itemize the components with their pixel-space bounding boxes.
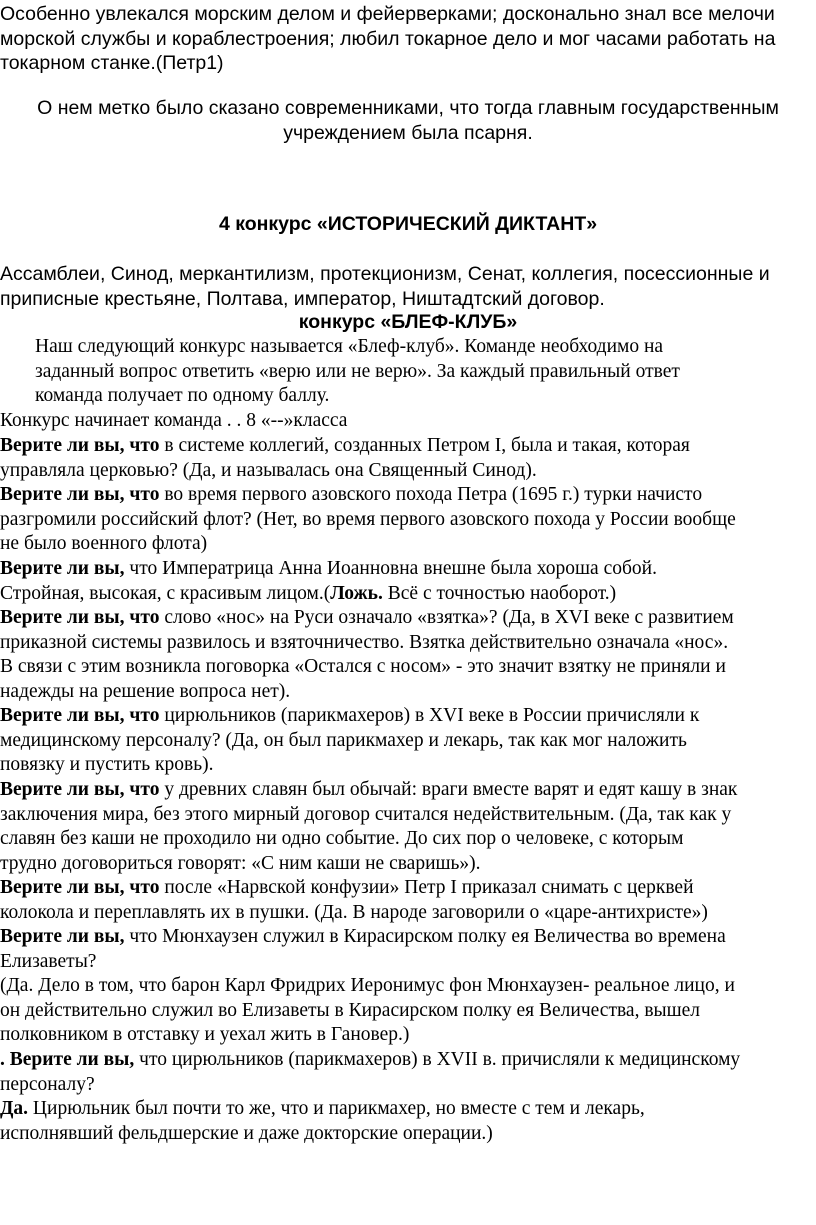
question-text: (Да. Дело в том, что барон Карл Фридрих Иеронимус фон Мюнхаузен- реальное лицо, и: [0, 975, 735, 996]
question-block: [0, 704, 816, 778]
question-text: Елизаветы?: [0, 950, 97, 972]
question-text: у древних славян был обычай: враги вместе варят и едят кашу в знак: [159, 779, 738, 800]
question-text: колокола и переплавлять их в пушки. (Да. В народе заговорили о «царе-антихристе»): [0, 901, 708, 923]
question-lead: . Верите ли вы,: [0, 1049, 135, 1070]
terms-line: приписные крестьяне, Полтава, император, Ништадтский договор.: [0, 287, 605, 310]
question-block: [0, 925, 816, 1048]
question-text: не было военного флота): [0, 533, 208, 554]
quote-paragraph: [0, 96, 816, 145]
intro-line: Особенно увлекался морским делом и фейерверками; досконально знал все мелочи: [0, 3, 775, 25]
question-lead: Верите ли вы, что: [0, 484, 160, 505]
question-lead: Верите ли вы, что: [0, 435, 160, 456]
question-text: персоналу?: [0, 1073, 95, 1095]
question-text: славян без каши не проходило ни одно событие. До сих пор о человеке, с которым: [0, 828, 684, 849]
bluff-title: конкурс «БЛЕФ-КЛУБ»: [298, 311, 518, 333]
terms-line: Ассамблеи, Синод, меркантилизм, протекционизм, Сенат, коллегия, посессионные и: [0, 263, 770, 285]
question-block: [0, 1048, 816, 1097]
question-lead: Верите ли вы, что: [0, 779, 160, 800]
quote-line: О нем метко было сказано современниками, что тогда главным государственным: [37, 97, 779, 119]
question-lead: Верите ли вы, что: [0, 705, 160, 726]
question-text: повязку и пустить кровь).: [0, 754, 214, 775]
question-text: В связи с этим возникла поговорка «Остался с носом» - это значит взятку не приняли и: [0, 656, 726, 677]
answer-lead: Да.: [0, 1098, 29, 1119]
final-answer-block: [0, 1097, 816, 1146]
question-text: разгромили российский флот? (Нет, во время первого азовского похода у России вообще: [0, 508, 736, 530]
question-block: [0, 876, 816, 925]
bluff-intro-line: команда получает по одному баллу.: [35, 385, 330, 406]
bluff-intro: [35, 335, 816, 409]
question-text: Стройная, высокая, с красивым лицом.(: [0, 582, 331, 604]
question-text: что Мюнхаузен служил в Кирасирском полку ея Величества во времена: [124, 926, 726, 947]
question-text: после «Нарвской конфузии» Петр I приказал снимать с церквей: [159, 877, 694, 898]
question-text: что цирюльников (парикмахеров) в XVII в. причисляли к медицинскому: [134, 1049, 741, 1070]
question-text: надежды на решение вопроса нет).: [0, 680, 291, 702]
answer-bold: Ложь.: [330, 582, 383, 604]
question-text: цирюльников (парикмахеров) в XVI веке в России причисляли к: [159, 705, 700, 726]
bluff-starts: Конкурс начинает команда . . 8 «--»класса: [0, 410, 348, 431]
question-lead: Верите ли вы, что: [0, 607, 160, 628]
question-block: [0, 434, 816, 483]
question-text: заключения мира, без этого мирный договор считался недействительным. (Да, так как у: [0, 803, 732, 825]
question-text: управляла церковью? (Да, и называлась она Священный Синод).: [0, 459, 537, 481]
question-text: полковником в отставку и уехал жить в Гановер.): [0, 1024, 410, 1045]
question-lead: Верите ли вы, что: [0, 877, 160, 898]
contest4-terms: [0, 262, 816, 311]
answer-text: Цирюльник был почти то же, что и парикмахер, но вместе с тем и лекарь,: [28, 1098, 645, 1119]
quote-line: учреждением была псарня.: [283, 121, 533, 144]
question-text: что Императрица Анна Иоанновна внешне была хороша собой.: [124, 558, 657, 579]
contest4-title: 4 конкурс «ИСТОРИЧЕСКИЙ ДИКТАНТ»: [218, 213, 598, 235]
question-text: приказной системы развилось и взяточничество. Взятка действительно означала «нос».: [0, 631, 729, 653]
question-text: в системе коллегий, созданных Петром I, была и такая, которая: [159, 435, 690, 456]
question-block: [0, 557, 816, 606]
question-text: Всё с точностью наоборот.): [382, 582, 617, 604]
answer-text: исполнявший фельдшерские и даже докторские операции.): [0, 1122, 493, 1144]
bluff-intro-line: Наш следующий конкурс называется «Блеф-клуб». Команде необходимо на: [35, 336, 664, 357]
question-text: он действительно служил во Елизаветы в Кирасирском полку ея Величества, вышел: [0, 999, 701, 1021]
intro-line: морской службы и кораблестроения; любил токарное дело и мог часами работать на: [0, 27, 776, 50]
question-block: [0, 778, 816, 876]
question-lead: Верите ли вы,: [0, 926, 125, 947]
intro-line: токарном станке.(Петр1): [0, 52, 224, 74]
question-lead: Верите ли вы,: [0, 558, 125, 579]
question-text: трудно договориться говорят: «С ним каши не сваришь»).: [0, 852, 481, 874]
question-text: во время первого азовского похода Петра (1695 г.) турки начисто: [159, 484, 703, 505]
bluff-intro-line: заданный вопрос ответить «верю или не верю». За каждый правильный ответ: [35, 360, 680, 382]
intro-paragraph: [0, 2, 816, 76]
question-block: [0, 606, 816, 704]
question-text: слово «нос» на Руси означало «взятка»? (Да, в XVI веке с развитием: [159, 607, 734, 628]
question-block: [0, 483, 816, 557]
question-text: медицинскому персоналу? (Да, он был парикмахер и лекарь, так как мог наложить: [0, 729, 687, 751]
